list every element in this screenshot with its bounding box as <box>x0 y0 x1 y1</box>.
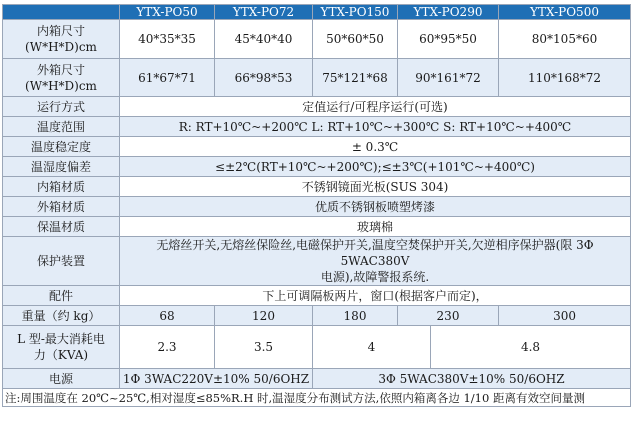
cell-value: 2.3 <box>120 326 215 369</box>
cell-value: 玻璃棉 <box>120 217 631 237</box>
row-label: 外箱材质 <box>3 197 120 217</box>
model-header: YTX-PO72 <box>215 5 313 20</box>
outer-material-row <box>3 197 631 217</box>
row-label: 保护装置 <box>3 237 120 286</box>
row-label-line: L 型-最大消耗电 <box>17 332 105 346</box>
row-label: 重量（约 kg） <box>3 306 120 326</box>
cell-value: 80*105*60 <box>499 20 631 59</box>
header-row <box>3 5 631 20</box>
temp-deviation-row <box>3 157 631 177</box>
cell-value: 1Φ 3WAC220V±10% 50/6OHZ <box>120 369 313 389</box>
row-label: 电源 <box>3 369 120 389</box>
cell-value: 61*67*71 <box>120 59 215 97</box>
row-label: 运行方式 <box>3 97 120 117</box>
inner-material-row <box>3 177 631 197</box>
cell-value: 3Φ 5WAC380V±10% 50/6OHZ <box>313 369 631 389</box>
footnote: 注:周围温度在 20℃~25℃,相对湿度≤85%R.H 时,温湿度分布测试方法,依照内箱离各边 1/10 距离有效空间量测 <box>3 389 631 407</box>
power-supply-row <box>3 369 631 389</box>
cell-value <box>120 237 631 286</box>
spec-table <box>2 4 631 407</box>
protection-row <box>3 237 631 286</box>
row-label: 温度稳定度 <box>3 137 120 157</box>
cell-value: 4.8 <box>431 326 631 369</box>
cell-value: 110*168*72 <box>499 59 631 97</box>
row-label-line: 内箱尺寸 <box>36 24 85 38</box>
outer-size-row <box>3 59 631 97</box>
row-label-line: 力（KVA) <box>33 348 89 362</box>
protection-line: 电源),故障警报系统. <box>320 270 430 284</box>
cell-value: 定值运行/可程序运行(可选) <box>120 97 631 117</box>
row-label-line: (W*H*D)cm <box>25 78 97 93</box>
power-consumption-row <box>3 326 631 369</box>
row-label-line: (W*H*D)cm <box>25 40 97 54</box>
cell-value: R: RT+10℃~+200℃ L: RT+10℃~+300℃ S: RT+10℃~+400℃ <box>120 117 631 137</box>
cell-value: 3.5 <box>215 326 313 369</box>
temp-range-row <box>3 117 631 137</box>
accessories-row <box>3 286 631 306</box>
cell-value: 75*121*68 <box>313 59 398 97</box>
cell-value: 40*35*35 <box>120 20 215 59</box>
header-blank <box>3 5 120 20</box>
cell-value: ± 0.3℃ <box>120 137 631 157</box>
row-label-line: 外箱尺寸 <box>36 62 85 77</box>
row-label: 温湿度偏差 <box>3 157 120 177</box>
row-label <box>3 20 120 59</box>
cell-value: 68 <box>120 306 215 326</box>
cell-value: 300 <box>499 306 631 326</box>
model-header: YTX-PO50 <box>120 5 215 20</box>
row-label: 内箱材质 <box>3 177 120 197</box>
protection-line: 无熔丝开关,无熔丝保险丝,电磁保护开关,温度空焚保护开关,欠逆相序保护器(限 3Φ 5WAC380V <box>156 238 594 268</box>
weight-row <box>3 306 631 326</box>
model-header: YTX-PO150 <box>313 5 398 20</box>
operation-row <box>3 97 631 117</box>
cell-value: 4 <box>313 326 431 369</box>
model-header: YTX-PO290 <box>398 5 499 20</box>
cell-value: 下上可调隔板两片，窗口(根据客户而定)， <box>120 286 631 306</box>
cell-value: 120 <box>215 306 313 326</box>
cell-value: 45*40*40 <box>215 20 313 59</box>
cell-value: 50*60*50 <box>313 20 398 59</box>
inner-size-row <box>3 20 631 59</box>
row-label <box>3 59 120 97</box>
row-label: 温度范围 <box>3 117 120 137</box>
row-label: 保温材质 <box>3 217 120 237</box>
insulation-row <box>3 217 631 237</box>
cell-value: 66*98*53 <box>215 59 313 97</box>
cell-value: 90*161*72 <box>398 59 499 97</box>
row-label: 配件 <box>3 286 120 306</box>
cell-value: 230 <box>398 306 499 326</box>
cell-value: ≤±2℃(RT+10℃~+200℃);≤±3℃(+101℃~+400℃) <box>120 157 631 177</box>
cell-value: 60*95*50 <box>398 20 499 59</box>
note-row <box>3 389 631 407</box>
temp-stability-row <box>3 137 631 157</box>
cell-value: 优质不锈钢板喷塑烤漆 <box>120 197 631 217</box>
cell-value: 不锈钢镜面光板(SUS 304) <box>120 177 631 197</box>
row-label <box>3 326 120 369</box>
cell-value: 180 <box>313 306 398 326</box>
model-header: YTX-PO500 <box>499 5 631 20</box>
